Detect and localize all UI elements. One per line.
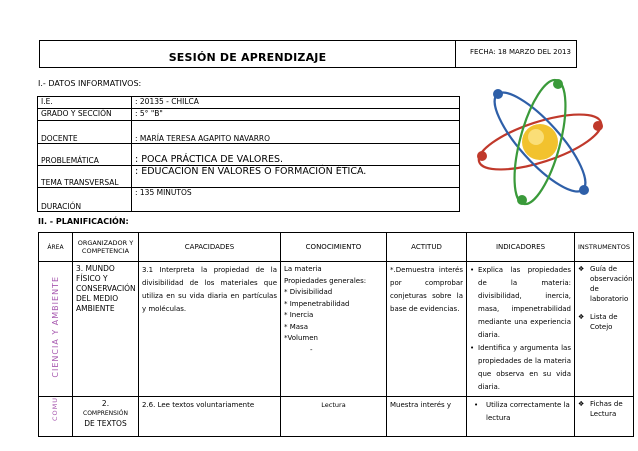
instrumentos-1: [575, 262, 634, 397]
capacidad-1: 3.1 Interpreta la propiedad de la divisibilidad de los materiales que utiliza en su vida diaria en partículas y moléculas.: [139, 262, 281, 397]
info-value-problematica: : POCA PRÁCTICA DE VALORES.: [132, 144, 460, 166]
organizador-2-num: 2.: [101, 399, 110, 408]
info-label-tema: TEMA TRANSVERSAL: [38, 166, 132, 188]
info-label-duracion: DURACIÓN: [38, 188, 132, 212]
info-value-ie: : 20135 - CHILCA: [132, 97, 460, 109]
info-value-duracion: : 135 MINUTOS: [132, 188, 460, 212]
indicadores-2: [467, 397, 575, 437]
conocimiento-item: * Masa: [284, 322, 308, 331]
conocimiento-item: -: [310, 345, 313, 354]
info-label-docente: DOCENTE: [38, 121, 132, 144]
instrumentos-2: [575, 397, 634, 437]
info-label-grado: GRADO Y SECCIÓN: [38, 109, 132, 121]
electron: [579, 185, 589, 195]
info-value-grado: : 5° "B": [132, 109, 460, 121]
instrumento-item: ❖ Guía de observación de laboratorio: [578, 264, 630, 304]
organizador-2: [73, 397, 139, 437]
electron: [593, 121, 603, 131]
section2-heading: II. - PLANIFICACIÓN:: [38, 217, 129, 226]
organizador-2-text: DE TEXTOS: [84, 419, 127, 428]
organizador-2-small: COMPRENSIÓN: [83, 410, 128, 417]
date-label: FECHA: 18 MARZO DEL 2013: [470, 48, 571, 56]
organizador-1: 3. MUNDO FÍSICO Y CONSERVACIÓN DEL MEDIO AMBIENTE: [73, 262, 139, 397]
conocimiento-item: La materia: [284, 265, 322, 273]
section1-heading: I.- DATOS INFORMATIVOS:: [38, 79, 142, 88]
electron: [477, 151, 487, 161]
col-header-conocimiento: CONOCIMIENTO: [281, 233, 387, 262]
electron: [493, 89, 503, 99]
atom-illustration: [470, 78, 610, 206]
indicador-item: • Explica las propiedades de la materia: divisibilidad, inercia, masa, impenetrabilidad mediante una experiencia diaria.: [470, 264, 571, 342]
info-label-problematica: PROBLEMÁTICA: [38, 144, 132, 166]
conocimiento-item: * Divisibilidad: [284, 288, 333, 296]
col-header-capacidades: CAPACIDADES: [139, 233, 281, 262]
conocimiento-2: Lectura: [281, 397, 387, 437]
info-value-tema: : EDUCACIÓN EN VALORES O FORMACIÓN ÉTICA.: [132, 166, 460, 188]
conocimiento-item: * Inercia: [284, 311, 314, 319]
indicadores-1: [467, 262, 575, 397]
col-header-area: ÁREA: [39, 233, 73, 262]
indicador-item: • Identifica y argumenta las propiedades de la materia que observa en su vida diaria.: [470, 342, 571, 394]
page-title: SESIÓN DE APRENDIZAJE: [168, 51, 327, 64]
info-value-docente: : MARÍA TERESA AGAPITO NAVARRO: [132, 121, 460, 144]
col-header-actitud: ACTITUD: [387, 233, 467, 262]
instrumento-item: ❖ Fichas de Lectura: [578, 399, 630, 419]
info-label-ie: I.E.: [38, 97, 132, 109]
conocimiento-item: * Impenetrabilidad: [284, 299, 350, 308]
col-header-indicadores: INDICADORES: [467, 233, 575, 262]
actitud-2: Muestra interés y: [387, 397, 467, 437]
electron: [553, 79, 563, 89]
header-divider: [455, 40, 456, 68]
info-table: [37, 96, 460, 212]
instrumento-item: ❖ Lista de Cotejo: [578, 312, 630, 332]
col-header-instrumentos: INSTRUMENTOS: [575, 233, 634, 262]
area-ciencia: CIENCIA Y AMBIENTE: [51, 275, 60, 378]
conocimiento-item: *Volumen: [284, 334, 318, 342]
col-header-organizador: ORGANIZADOR Y COMPETENCIA: [73, 233, 139, 262]
indicador-item: • Utiliza correctamente la lectura: [474, 399, 571, 425]
actitud-1: *.Demuestra interés por comprobar conjeturas sobre la base de evidencias.: [387, 262, 467, 397]
electron: [517, 195, 527, 205]
conocimiento-1: [281, 262, 387, 397]
capacidad-2: 2.6. Lee textos voluntariamente: [139, 397, 281, 437]
conocimiento-item: Propiedades generales:: [284, 276, 367, 285]
area-comu: COMU: [51, 397, 59, 422]
planning-table: [38, 232, 634, 437]
